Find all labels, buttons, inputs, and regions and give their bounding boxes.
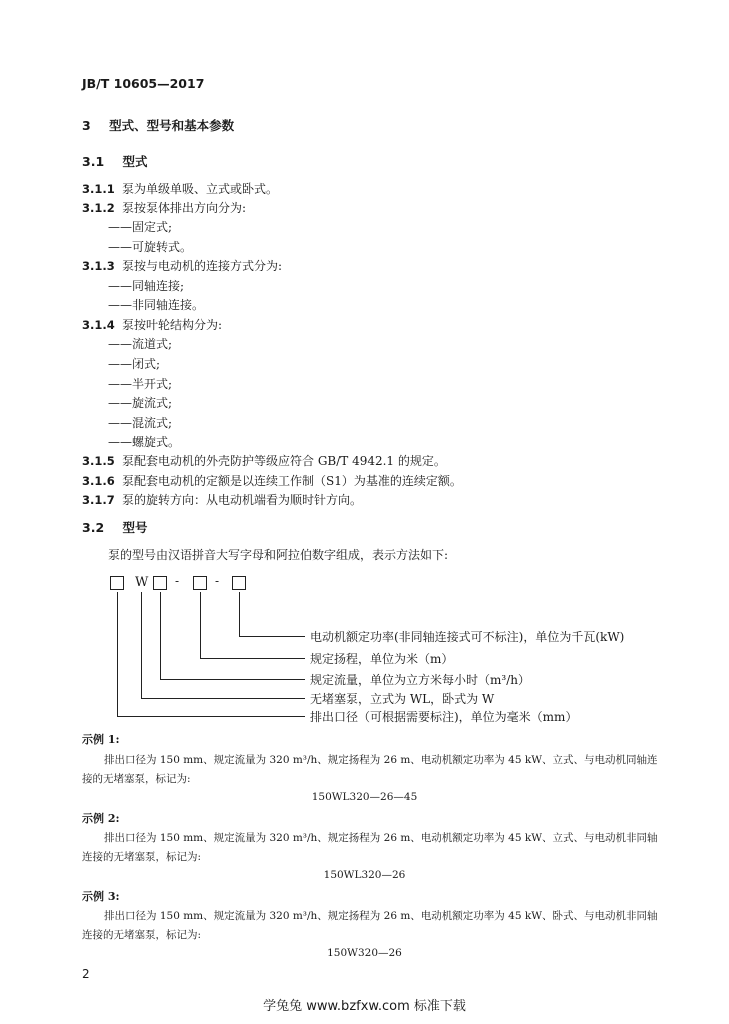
footer-watermark: 学兔兔 www.bzfxw.com 标准下载 <box>263 999 466 1014</box>
flow-label: 规定流量，单位为立方米每小时（m³/h） <box>310 673 530 687</box>
leader-line <box>239 636 305 637</box>
clause-number: 3.1.4 <box>82 318 115 332</box>
clause-number: 3.1.2 <box>82 201 115 215</box>
flow-box <box>153 576 167 590</box>
clause-item <box>82 491 362 508</box>
section-number: 3.1 <box>82 154 105 169</box>
clause-item <box>82 452 446 469</box>
leader-line <box>200 658 305 659</box>
leader-line <box>141 592 142 698</box>
clause-subitem <box>108 335 172 352</box>
section-3-1-heading <box>82 152 148 170</box>
head-box <box>193 576 207 590</box>
leader-line <box>160 592 161 679</box>
clause-text: 泵为单级单吸、立式或卧式。 <box>122 182 279 196</box>
example-text: 连接的无堵塞泵，标记为: <box>82 851 202 863</box>
clause-item <box>82 257 282 274</box>
clause-subitem <box>108 433 180 450</box>
clause-text: 泵配套电动机的外壳防护等级应符合 GB/T 4942.1 的规定。 <box>122 454 446 468</box>
diameter-box <box>110 576 124 590</box>
clause-subitem <box>108 414 172 431</box>
leader-line <box>239 592 240 636</box>
clause-subitem <box>108 238 192 255</box>
clause-text: ——混流式; <box>108 416 173 430</box>
power-label: 电动机额定功率(非同轴连接式可不标注)，单位为千瓦(kW) <box>310 630 625 644</box>
clause-item <box>82 316 222 333</box>
clause-number: 3.1.1 <box>82 182 115 196</box>
leader-line <box>117 592 118 716</box>
clause-text: ——可旋转式。 <box>108 240 193 254</box>
clause-number: 3.1.5 <box>82 454 115 468</box>
example-text: 连接的无堵塞泵，标记为: <box>82 929 202 941</box>
standard-code: JB/T 10605—2017 <box>82 76 205 91</box>
clause-subitem <box>108 296 204 313</box>
section-title: 型式 <box>122 154 148 169</box>
example-mark: 150W320—26 <box>327 947 402 959</box>
leader-line <box>160 679 305 680</box>
pump-type-label: 无堵塞泵，立式为 WL，卧式为 W <box>310 692 495 706</box>
example-text: 排出口径为 150 mm、规定流量为 320 m³/h、规定扬程为 26 m、电动机额定功率为 45 kW、立式、与电动机非同轴 <box>104 832 658 844</box>
example-text: 排出口径为 150 mm、规定流量为 320 m³/h、规定扬程为 26 m、电动机额定功率为 45 kW、立式、与电动机同轴连 <box>104 754 658 766</box>
dash: - <box>175 574 180 588</box>
example-text: 接的无堵塞泵，标记为: <box>82 773 191 785</box>
clause-text: ——固定式; <box>108 220 173 234</box>
clause-text: 泵按泵体排出方向分为: <box>122 201 247 215</box>
clause-text: 泵的旋转方向：从电动机端看为顺时针方向。 <box>122 493 363 507</box>
leader-line <box>141 698 305 699</box>
section-number: 3.2 <box>82 520 105 535</box>
example-mark: 150WL320—26 <box>323 869 406 881</box>
clause-text: 泵按与电动机的连接方式分为: <box>122 259 283 273</box>
example-title: 示例 2: <box>82 812 120 825</box>
clause-subitem <box>108 277 184 294</box>
diameter-label: 排出口径（可根据需要标注)，单位为毫米（mm） <box>310 710 578 724</box>
clause-text: ——螺旋式。 <box>108 435 181 449</box>
section-3-2-heading <box>82 518 148 536</box>
head-label: 规定扬程，单位为米（m） <box>310 652 454 666</box>
example-mark: 150WL320—26—45 <box>311 791 418 803</box>
example-title: 示例 1: <box>82 733 120 746</box>
page-number: 2 <box>82 967 90 981</box>
leader-line <box>117 716 305 717</box>
clause-subitem <box>108 355 160 372</box>
clause-subitem <box>108 218 172 235</box>
clause-subitem <box>108 394 172 411</box>
clause-item <box>82 472 462 489</box>
pump-letter: W <box>135 575 149 590</box>
model-intro: 泵的型号由汉语拼音大写字母和阿拉伯数字组成，表示方法如下: <box>108 548 449 562</box>
power-box <box>232 576 246 590</box>
dash: - <box>215 574 220 588</box>
clause-text: 泵按叶轮结构分为: <box>122 318 223 332</box>
example-title: 示例 3: <box>82 890 120 903</box>
clause-text: ——旋流式; <box>108 396 173 410</box>
section-3-heading <box>82 116 234 134</box>
clause-text: ——闭式; <box>108 357 161 371</box>
clause-text: ——半开式; <box>108 377 173 391</box>
clause-number: 3.1.7 <box>82 493 115 507</box>
clause-text: ——非同轴连接。 <box>108 298 205 312</box>
clause-text: ——流道式; <box>108 337 173 351</box>
clause-text: 泵配套电动机的定额是以连续工作制（S1）为基准的连续定额。 <box>122 474 462 488</box>
clause-text: ——同轴连接; <box>108 279 185 293</box>
leader-line <box>200 592 201 658</box>
section-title: 型号 <box>122 520 148 535</box>
section-title: 型式、型号和基本参数 <box>109 118 235 133</box>
clause-item <box>82 180 278 197</box>
clause-item <box>82 199 246 216</box>
example-text: 排出口径为 150 mm、规定流量为 320 m³/h、规定扬程为 26 m、电动机额定功率为 45 kW、卧式、与电动机非同轴 <box>104 910 658 922</box>
section-number: 3 <box>82 118 91 133</box>
clause-number: 3.1.6 <box>82 474 115 488</box>
clause-number: 3.1.3 <box>82 259 115 273</box>
clause-subitem <box>108 375 172 392</box>
